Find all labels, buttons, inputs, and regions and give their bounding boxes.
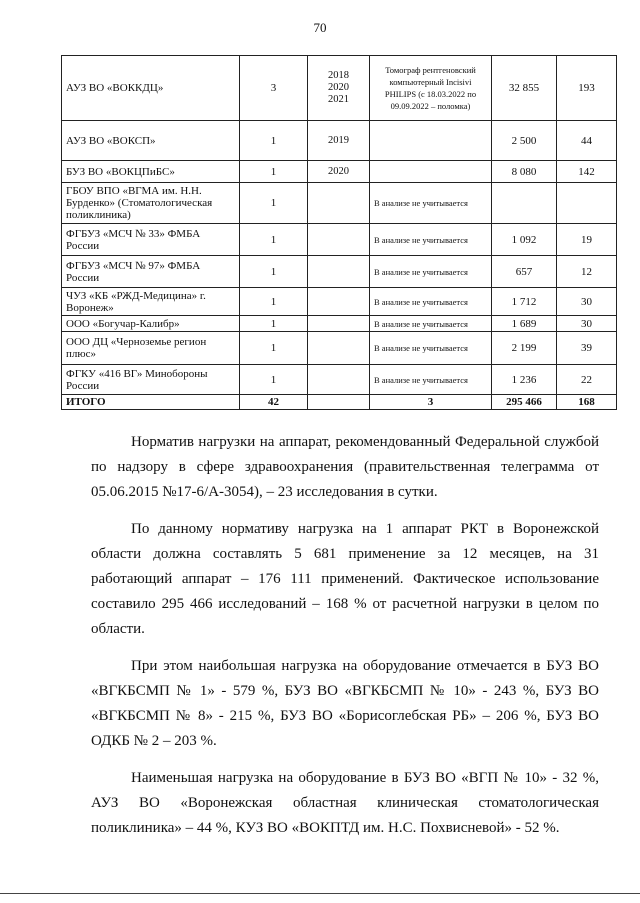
exams-cell: 1 092	[492, 224, 557, 256]
note-cell: В анализе не учитывается	[370, 183, 492, 224]
exams-cell: 2 199	[492, 332, 557, 365]
year-cell	[308, 316, 370, 332]
total-year	[308, 395, 370, 410]
year-cell	[308, 332, 370, 365]
exams-cell: 1 712	[492, 288, 557, 316]
year-cell: 2019	[308, 121, 370, 161]
org-cell: АУЗ ВО «ВОКСП»	[62, 121, 240, 161]
units-cell: 1	[240, 183, 308, 224]
total-count: 3	[370, 395, 492, 410]
total-row	[62, 395, 617, 410]
percent-cell	[557, 183, 617, 224]
units-cell: 1	[240, 256, 308, 288]
org-cell: БУЗ ВО «ВОКЦПиБС»	[62, 161, 240, 183]
year-cell	[308, 288, 370, 316]
units-cell: 1	[240, 316, 308, 332]
table-row	[62, 332, 617, 365]
table-row	[62, 183, 617, 224]
percent-cell: 193	[557, 56, 617, 121]
paragraph-calculation: По данному нормативу нагрузка на 1 аппарат РКТ в Воронежской области должна составлять 5 681 применение за 12 месяцев, на 31 работающий аппарат – 176 111 применений. Фактическое использование составило 295 466 исследований – 168 % от расчетной нагрузки в целом по области.	[91, 521, 599, 637]
org-cell: ФГКУ «416 ВГ» Минобороны России	[62, 365, 240, 395]
units-cell: 1	[240, 224, 308, 256]
units-cell: 1	[240, 288, 308, 316]
percent-cell: 22	[557, 365, 617, 395]
equipment-table	[61, 55, 617, 410]
note-cell	[370, 161, 492, 183]
org-cell: ООО «Богучар-Калибр»	[62, 316, 240, 332]
table-row	[62, 121, 617, 161]
total-exams: 295 466	[492, 395, 557, 410]
table-row	[62, 56, 617, 121]
table-row	[62, 365, 617, 395]
org-cell: ООО ДЦ «Черноземье регион плюс»	[62, 332, 240, 365]
units-cell: 3	[240, 56, 308, 121]
note-cell: В анализе не учитывается	[370, 224, 492, 256]
note-cell: В анализе не учитывается	[370, 288, 492, 316]
percent-cell: 30	[557, 288, 617, 316]
note-cell: Томограф рентгеновский компьютерный Incisivi PHILIPS (с 18.03.2022 по 09.09.2022 – поломка)	[370, 56, 492, 121]
units-cell: 1	[240, 332, 308, 365]
note-cell	[370, 121, 492, 161]
percent-cell: 44	[557, 121, 617, 161]
table-row	[62, 161, 617, 183]
year-cell: 2020	[308, 161, 370, 183]
units-cell: 1	[240, 365, 308, 395]
year-cell	[308, 256, 370, 288]
exams-cell: 8 080	[492, 161, 557, 183]
percent-cell: 12	[557, 256, 617, 288]
exams-cell	[492, 183, 557, 224]
exams-cell: 32 855	[492, 56, 557, 121]
percent-cell: 30	[557, 316, 617, 332]
paragraph-norm: Норматив нагрузки на аппарат, рекомендованный Федеральной службой по надзору в сфере здравоохранения (правительственная телеграмма от 05.06.2015 №17-6/А-3054), – 23 исследования в сутки.	[91, 434, 599, 500]
note-cell: В анализе не учитывается	[370, 316, 492, 332]
percent-cell: 142	[557, 161, 617, 183]
percent-cell: 39	[557, 332, 617, 365]
note-cell: В анализе не учитывается	[370, 256, 492, 288]
org-cell: АУЗ ВО «ВОККДЦ»	[62, 56, 240, 121]
exams-cell: 657	[492, 256, 557, 288]
table-row	[62, 224, 617, 256]
page-bottom-divider	[0, 893, 640, 894]
org-cell: ФГБУЗ «МСЧ № 33» ФМБА России	[62, 224, 240, 256]
total-units: 42	[240, 395, 308, 410]
year-cell	[308, 183, 370, 224]
exams-cell: 1 236	[492, 365, 557, 395]
year-cell	[308, 224, 370, 256]
org-cell: ГБОУ ВПО «ВГМА им. Н.Н. Бурденко» (Стоматологическая поликлиника)	[62, 183, 240, 224]
units-cell: 1	[240, 121, 308, 161]
exams-cell: 1 689	[492, 316, 557, 332]
table-row	[62, 316, 617, 332]
org-cell: ЧУЗ «КБ «РЖД-Медицина» г. Воронеж»	[62, 288, 240, 316]
paragraph-highest-load: При этом наибольшая нагрузка на оборудование отмечается в БУЗ ВО «ВГКБСМП № 1» - 579 %, БУЗ ВО «ВГКБСМП № 10» - 243 %, БУЗ ВО «ВГКБСМП № 8» - 215 %, БУЗ ВО «Борисоглебская РБ» – 206 %, БУЗ ВО ОДКБ № 2 – 203 %.	[91, 658, 599, 749]
table-row	[62, 288, 617, 316]
body-text	[91, 430, 599, 841]
table-row	[62, 256, 617, 288]
paragraph-lowest-load: Наименьшая нагрузка на оборудование в БУЗ ВО «ВГП № 10» - 32 %, АУЗ ВО «Воронежская областная клиническая стоматологическая поликлиника» – 44 %, КУЗ ВО «ВОКПТД им. Н.С. Похвисневой» - 52 %.	[91, 770, 599, 836]
total-label: ИТОГО	[62, 395, 240, 410]
year-cell: 2018 2020 2021	[308, 56, 370, 121]
note-cell: В анализе не учитывается	[370, 365, 492, 395]
exams-cell: 2 500	[492, 121, 557, 161]
page-number: 70	[313, 20, 327, 35]
note-cell: В анализе не учитывается	[370, 332, 492, 365]
percent-cell: 19	[557, 224, 617, 256]
units-cell: 1	[240, 161, 308, 183]
org-cell: ФГБУЗ «МСЧ № 97» ФМБА России	[62, 256, 240, 288]
total-percent: 168	[557, 395, 617, 410]
year-cell	[308, 365, 370, 395]
